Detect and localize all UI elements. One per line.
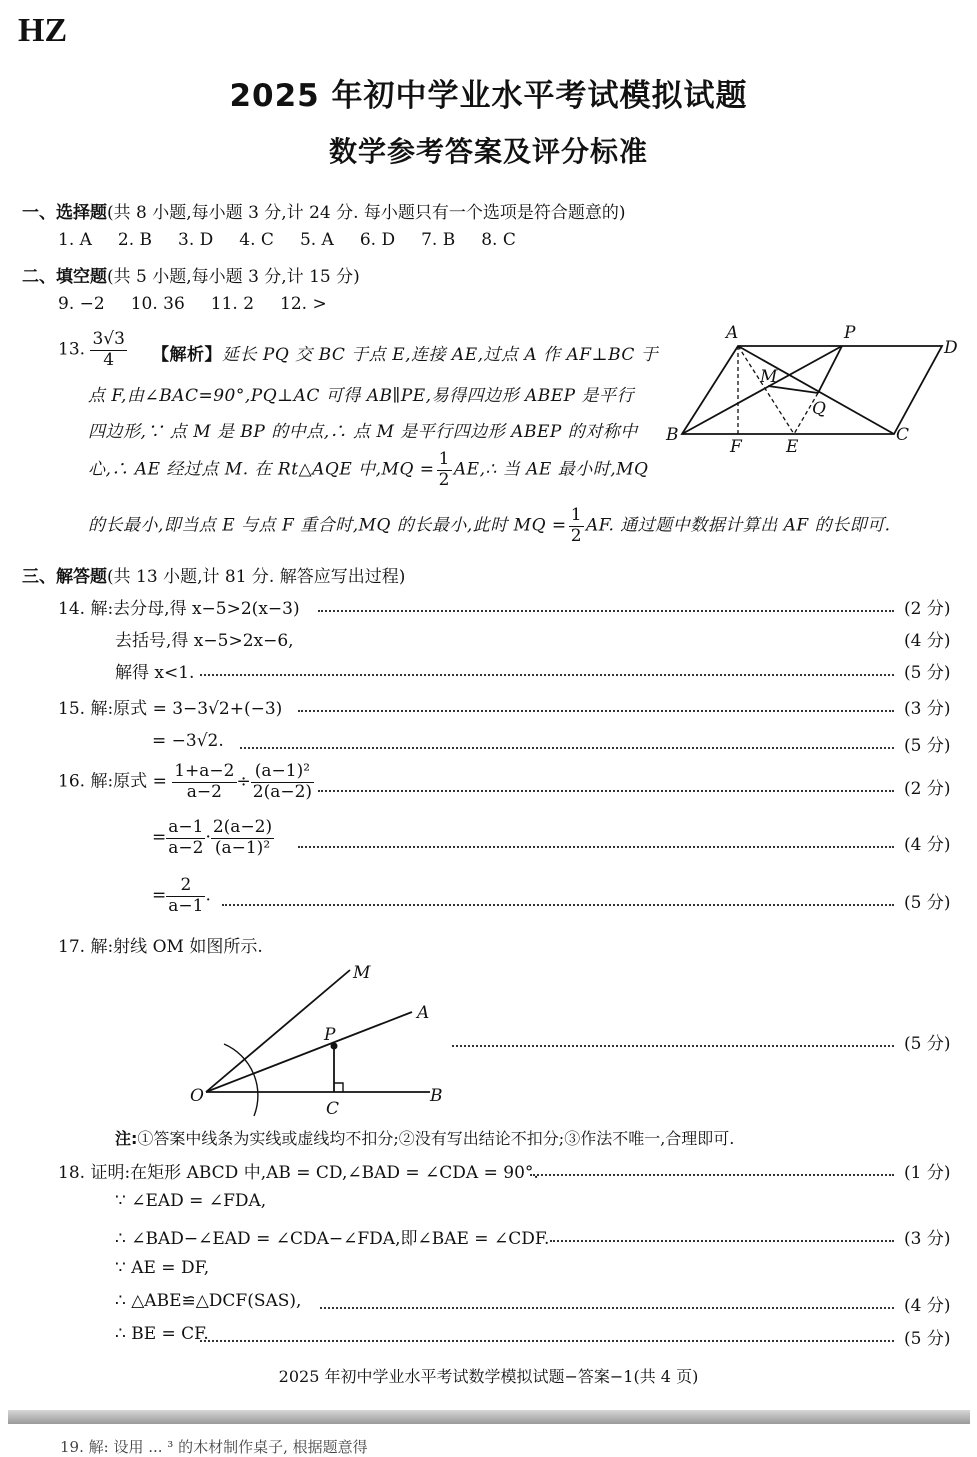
equals-sign: = — [152, 827, 167, 848]
half-den: 2 — [570, 525, 583, 546]
choice-answer: 2. B — [117, 230, 153, 250]
q18-line6: ∴ BE = CF. — [115, 1324, 209, 1344]
score: (4 分) — [904, 1296, 951, 1316]
section1-answers — [58, 230, 542, 250]
section1-desc: (共 8 小题,每小题 3 分,计 24 分. 每小题只有一个选项是符合题意的) — [107, 203, 626, 223]
q13-answer — [58, 330, 127, 370]
q13-line1-text: 延长 PQ 交 BC 于点 E,连接 AE,过点 A 作 AF⊥BC 于 — [222, 345, 659, 365]
leader-dots — [200, 1340, 894, 1342]
fraction-num: 1+a−2 — [174, 761, 235, 781]
q14-line1: 14. 解:去分母,得 x−5>2(x−3) — [58, 599, 300, 619]
section2-heading-line — [22, 262, 360, 287]
q15-line1: 15. 解:原式 = 3−3√2+(−3) — [58, 699, 283, 719]
label-M: M — [760, 367, 778, 387]
label-F: F — [730, 437, 742, 457]
section3-heading: 三、解答题 — [22, 567, 107, 587]
fill-answer: 12. > — [280, 294, 327, 314]
choice-answer: 7. B — [421, 230, 456, 250]
leader-dots — [298, 710, 894, 712]
page-divider-bar — [8, 1410, 970, 1424]
q13-number: 13. — [58, 339, 86, 360]
label-P: P — [844, 323, 856, 343]
score: (4 分) — [904, 835, 951, 855]
leader-dots — [530, 1174, 894, 1176]
fill-answer: 10. 36 — [130, 294, 185, 314]
q13-line5a: 的长最小,即当点 E 与点 F 重合时,MQ 的长最小,此时 MQ = — [88, 515, 567, 536]
choice-answer: 6. D — [359, 230, 396, 250]
note-text: ①答案中线条为实线或虚线均不扣分;②没有写出结论不扣分;③作法不唯一,合理即可. — [137, 1129, 735, 1148]
section1-heading: 一、选择题 — [22, 203, 107, 223]
choice-answer: 8. C — [481, 230, 516, 250]
q16-fraction — [172, 762, 236, 802]
choice-answer: 1. A — [58, 230, 92, 250]
label-C: C — [896, 425, 910, 445]
fraction-den: 2(a−2) — [252, 781, 313, 802]
q13-line4b: AE,∴ 当 AE 最小时,MQ — [453, 459, 649, 480]
choice-answer: 3. D — [178, 230, 214, 250]
compass-arc — [224, 1044, 258, 1116]
q14-line3: 解得 x<1. — [115, 663, 195, 683]
page-subtitle: 数学参考答案及评分标准 — [328, 135, 648, 168]
page-title: 2025 年初中学业水平考试模拟试题 — [229, 78, 748, 114]
section2-answers — [58, 294, 353, 314]
q13-line2: 点 F,由∠BAC=90°,PQ⊥AC 可得 AB∥PE,易得四边形 ABEP 是平行 — [88, 386, 635, 406]
score: (3 分) — [904, 699, 951, 719]
leader-dots — [452, 1045, 894, 1047]
leader-dots — [298, 846, 894, 848]
equals-sign: = — [152, 885, 167, 906]
q16-line2 — [152, 818, 274, 858]
q16-fraction — [251, 762, 314, 802]
divide-sign: ÷ — [236, 771, 251, 792]
q17-note — [115, 1126, 734, 1149]
fraction-den: a−1 — [168, 895, 204, 916]
fraction-den: a−2 — [186, 781, 222, 802]
q13-line4 — [88, 450, 648, 490]
q13-fraction-num: 3√3 — [92, 329, 125, 349]
score: (2 分) — [904, 599, 951, 619]
score: (2 分) — [904, 779, 951, 799]
q18-line1: 18. 证明:在矩形 ABCD 中,AB = CD,∠BAD = ∠CDA = 90°. — [58, 1163, 539, 1183]
fill-answer: 9. −2 — [58, 294, 105, 314]
right-angle-mark — [334, 1083, 343, 1092]
q18-line3: ∴ ∠BAD−∠EAD = ∠CDA−∠FDA,即∠BAE = ∠CDF. — [115, 1229, 550, 1249]
score: (1 分) — [904, 1163, 951, 1183]
q17-line1: 17. 解:射线 OM 如图所示. — [58, 937, 263, 957]
score: (3 分) — [904, 1229, 951, 1249]
leader-dots — [222, 904, 894, 906]
corner-mark: HZ — [18, 12, 68, 49]
q18-line2: ∵ ∠EAD = ∠FDA, — [115, 1191, 267, 1211]
score: (5 分) — [904, 893, 951, 913]
section2-heading: 二、填空题 — [22, 267, 107, 287]
half-fraction — [437, 450, 452, 490]
half-den: 2 — [438, 469, 450, 490]
q16-fraction — [166, 876, 205, 916]
section3-desc: (共 13 小题,计 81 分. 解答应写出过程) — [107, 567, 406, 587]
fraction-num: 2 — [166, 876, 205, 897]
q17-ray-figure — [180, 956, 460, 1126]
score: (4 分) — [904, 631, 951, 651]
leader-dots — [200, 674, 894, 676]
q13-fraction — [90, 330, 126, 370]
leader-dots — [550, 1240, 894, 1242]
fraction-num: (a−1)² — [251, 762, 314, 783]
label-B: B — [666, 425, 679, 445]
section1-heading-line — [22, 198, 626, 223]
q16-fraction — [211, 818, 274, 858]
label-M: M — [353, 963, 371, 983]
q13-fraction-den: 4 — [103, 349, 115, 370]
q13-line3: 四边形,∵ 点 M 是 BP 的中点,∴ 点 M 是平行四边形 ABEP 的对称中 — [88, 422, 638, 442]
label-O: O — [190, 1086, 204, 1106]
leader-dots — [240, 747, 894, 749]
q13-tag: 【解析】 — [152, 345, 222, 365]
times-sign: · — [205, 827, 211, 848]
fraction-num: a−1 — [168, 817, 204, 837]
q13-line1 — [152, 340, 658, 365]
leader-dots — [318, 790, 894, 792]
choice-answer: 5. A — [299, 230, 334, 250]
score: (5 分) — [904, 663, 951, 683]
fraction-num: 2(a−2) — [212, 817, 273, 837]
q16-line1 — [58, 762, 314, 802]
half-num: 1 — [438, 449, 450, 469]
fill-answer: 11. 2 — [210, 294, 255, 314]
leader-dots — [318, 610, 894, 612]
label-A: A — [726, 323, 739, 343]
label-C: C — [326, 1099, 340, 1119]
q15-line2: = −3√2. — [152, 731, 224, 751]
section2-desc: (共 5 小题,每小题 3 分,计 15 分) — [107, 267, 360, 287]
q18-line5: ∴ △ABE≌△DCF(SAS), — [115, 1291, 302, 1311]
leader-dots — [320, 1307, 894, 1309]
q14-line2: 去括号,得 x−5>2x−6, — [115, 631, 294, 651]
q13-line5 — [88, 506, 891, 546]
choice-answer: 4. C — [239, 230, 274, 250]
half-num: 1 — [570, 505, 583, 525]
q16-fraction — [166, 818, 205, 858]
q13-parallelogram-figure — [660, 318, 970, 458]
q18-line4: ∵ AE = DF, — [115, 1258, 210, 1278]
score: (5 分) — [904, 736, 951, 756]
page-footer: 2025 年初中学业水平考试数学模拟试题−答案−1(共 4 页) — [278, 1367, 699, 1386]
fraction-den: a−2 — [168, 837, 204, 858]
label-Q: Q — [812, 399, 826, 419]
next-page-cut-text: 19. 解: 设用 ... ³ 的木材制作桌子, 根据题意得 — [60, 1438, 368, 1456]
parallelogram-abcd — [682, 346, 942, 434]
note-label: 注: — [115, 1129, 138, 1148]
segment-ae — [738, 346, 794, 434]
label-A: A — [417, 1003, 430, 1023]
section3-heading-line — [22, 562, 405, 587]
label-B: B — [430, 1086, 443, 1106]
score: (5 分) — [904, 1034, 951, 1054]
label-E: E — [786, 437, 799, 457]
period: . — [205, 885, 211, 906]
label-P: P — [324, 1025, 336, 1045]
q16-line3 — [152, 876, 211, 916]
fraction-den: (a−1)² — [214, 837, 271, 858]
q13-line4a: 心,∴ AE 经过点 M. 在 Rt△AQE 中,MQ = — [88, 459, 435, 480]
half-fraction — [569, 506, 584, 546]
score: (5 分) — [904, 1329, 951, 1349]
q13-line5b: AF. 通过题中数据计算出 AF 的长即可. — [586, 515, 891, 536]
q16-prefix: 16. 解:原式 = — [58, 771, 167, 792]
label-D: D — [944, 338, 958, 358]
